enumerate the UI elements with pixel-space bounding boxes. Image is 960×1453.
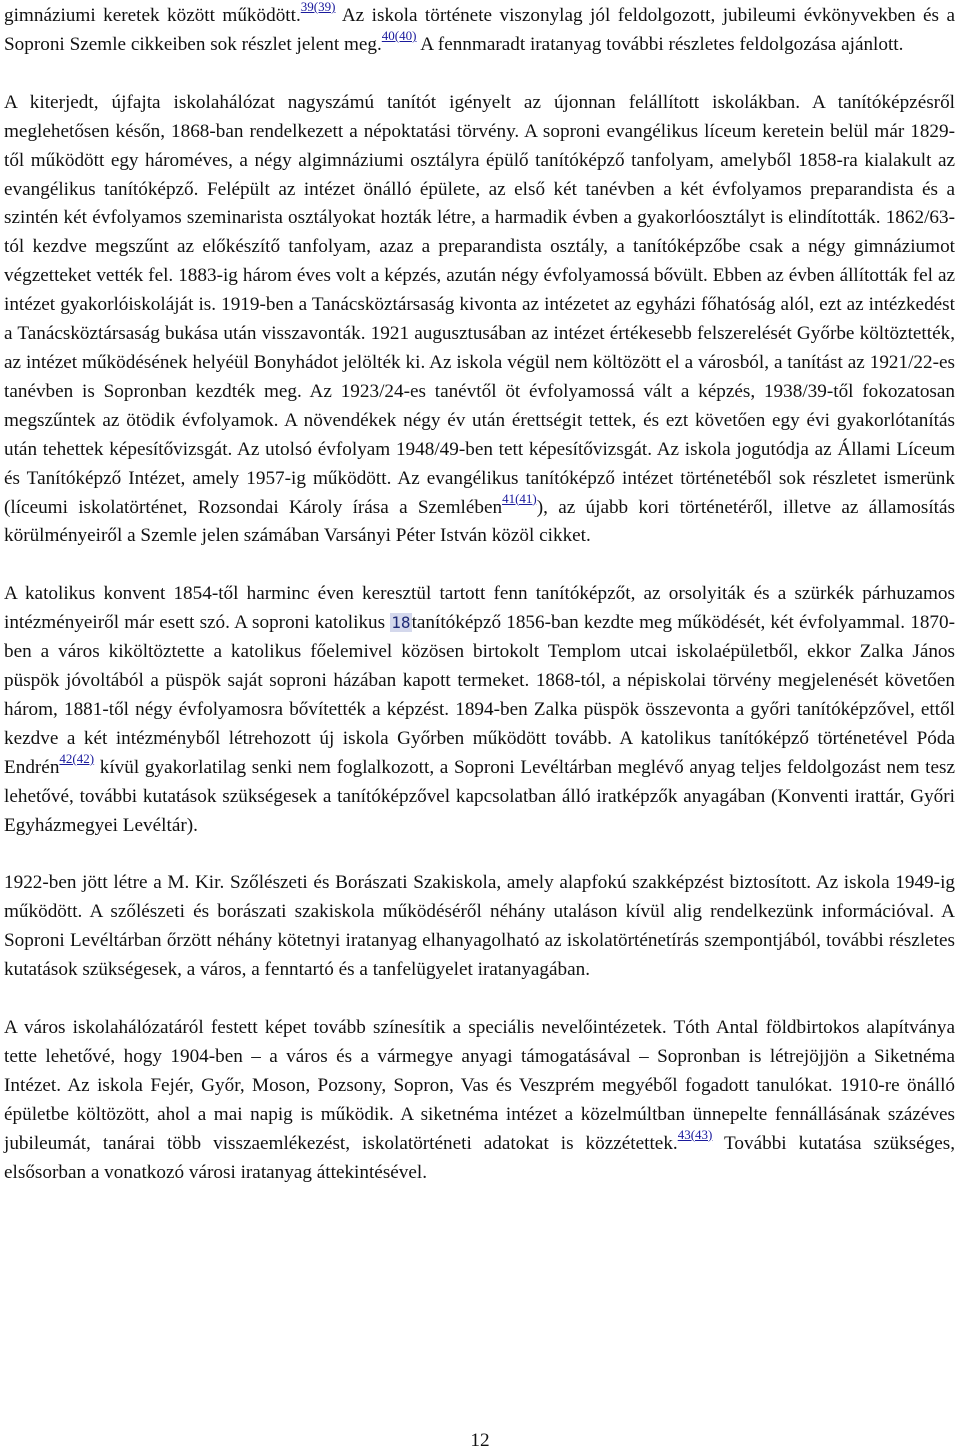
paragraph-5 [4,1014,955,1187]
text-run: kívül gyakorlatilag senki nem foglalkozott, a Soproni Levéltárban meglévő anyag teljes feldolgozást nem tesz lehetővé, további kutatások szükségesek a tanítóképzővel kapcsolatban álló iratképzők anyagában (Konventi irattár, Győri Egyházmegyei Levéltár). [4,756,955,836]
text-run: ), az újabb kori történetéről, illetve az államosítás körülményeiről a Szemle jelen számában Varsányi Péter István közöl cikket. [4,496,955,547]
page-reference-marker: 18 [391,613,411,633]
footnote-link[interactable]: 39(39) [300,0,336,14]
text-run: A város iskolahálózatáról festett képet tovább színesítik a speciális nevelőintézetek. Tóth Antal földbirtokos alapítványa tette lehetővé, hogy 1904-ben – a város és a vármegye anyagi támogatásával – Sopronban is létrejöjjön a Siketnéma Intézet. Az iskola Fejér, Győr, Moson, Pozsony, Sopron, Vas és Veszprém megyéből fogadott tanulókat. 1910-re önálló épületbe költözött, ahol a mai napig is működik. A siketnéma intézet a közelmúltban ünnepelte fennállásának százéves jubileumát, tanárai több visszaemlékezést, iskolatörténeti adatokat is közzétettek. [4,1017,955,1154]
text-run: A katolikus konvent 1854-től harminc éven keresztül tartott fenn tanítóképzőt, az orsolyiták és a szürkék párhuzamos intézményeiről már esett szó. A soproni katolikus [4,583,955,634]
text-run: 1922-ben jött létre a M. Kir. Szőlészeti és Borászati Szakiskola, amely alapfokú szakképzést biztosított. Az iskola 1949-ig működött. A szőlészeti és borászati szakiskola működéséről néhány utaláson kívül alig rendelkezünk információval. A Soproni Levéltárban őrzött néhány kötetnyi iratanyag elhanyagolható az iskolatörténetírás szempontjából, további részletes kutatások szükségesek, a város, a fenntartó és a tanfelügyelet iratanyagában. [4,872,955,981]
text-run: A fennmaradt iratanyag további részletes feldolgozása ajánlott. [416,33,904,55]
footnote-link[interactable]: 42(42) [59,750,95,766]
footnote-link[interactable]: 40(40) [381,27,417,43]
paragraph-4 [4,869,955,985]
paragraph-3 [4,580,955,840]
text-run: tanítóképző 1856-ban kezdte meg működését, két évfolyammal. 1870-ben a város kiköltöztette a katolikus főelemivel közösen birtokolt Templom utcai iskolaépületből, ekkor Zalka János püspök jóvoltából a püspök saját soproni házában kapott termeket. 1868-tól, a népiskolai törvény megjelenését követően három, 1881-től négy évfolyamosra bővítették a képzést. 1894-ben Zalka püspök összevonta a győri tanítóképzővel, ettől kezdve a két intézményből létrehozott új iskola Győrben működött tovább. A katolikus tanítóképző történetével Póda Endrén [4,612,955,778]
paragraph-2 [4,89,955,552]
footnote-link[interactable]: 43(43) [677,1126,713,1142]
paragraph-1 [4,2,955,60]
page-number: 12 [470,1430,490,1451]
text-run: Az iskola története viszonylag jól feldolgozott, jubileumi évkönyvekben és a Soproni Szemle cikkeiben sok részlet jelent meg. [4,5,955,55]
text-run: A kiterjedt, újfajta iskolahálózat nagyszámú tanítót igényelt az újonnan felállított iskolákban. A tanítóképzésről meglehetősen későn, 1868-ban rendelkezett a népoktatási törvény. A soproni evangélikus líceum keretein belül már 1829-től működött egy hároméves, a négy algimnáziumi osztályra épülő tanítóképző tanfolyam, amelyből 1858-ra kialakult az evangélikus tanítóképző. Felépült az intézet önálló épülete, az első két tanévben a két évfolyamos preparandista és a szintén két évfolyamos szeminarista osztályokat hozták létre, a harmadik évben a gyakorlóosztályt is elindították. 1862/63-tól kezdve megszűnt az előkészítő tanfolyam, azaz a preparandista osztály, a tanítóképzőbe csak a négy gimnáziumot végzetteket vették fel. 1883-ig három éves volt a képzés, azután négy évfolyamossá bővült. Ebben az évben állították fel az intézet gyakorlóiskoláját is. 1919-ben a Tanácsköztársaság kivonta az intézetet az egyházi főhatóság alól, ezt az intézkedést a Tanácsköztársaság bukása után visszavonták. 1921 augusztusában az intézet értékesebb felszerelését Győrbe költöztették, az intézet működésének helyéül Bonyhádot jelölték ki. Az iskola végül nem költözött el a városból, a tanítást az 1921/22-es tanévben is Sopronban kezdték meg. Az 1923/24-es tanévtől öt évfolyamossá vált a képzés, 1938/39-től fokozatosan megszűntek az ötödik évfolyamok. A növendékek négy év után érettségit tettek, és ezt követően egy évi gyakorlótanítás után tehettek képesítővizsgát. Az utolsó évfolyam 1948/49-ben tett képesítővizsgát. Az iskola jogutódja az Állami Líceum és Tanítóképző Intézet, amely 1957-ig működött. Az evangélikus tanítóképző intézet történetéből sok részletet ismerünk (líceumi iskolatörténet, Rozsondai Károly írása a Szemlében [4,91,955,518]
footnote-link[interactable]: 41(41) [502,490,537,506]
text-run: gimnáziumi keretek között működött. [4,5,301,26]
text-run: További kutatása szükséges, elsősorban a vonatkozó városi iratanyag áttekintésével. [4,1132,956,1183]
